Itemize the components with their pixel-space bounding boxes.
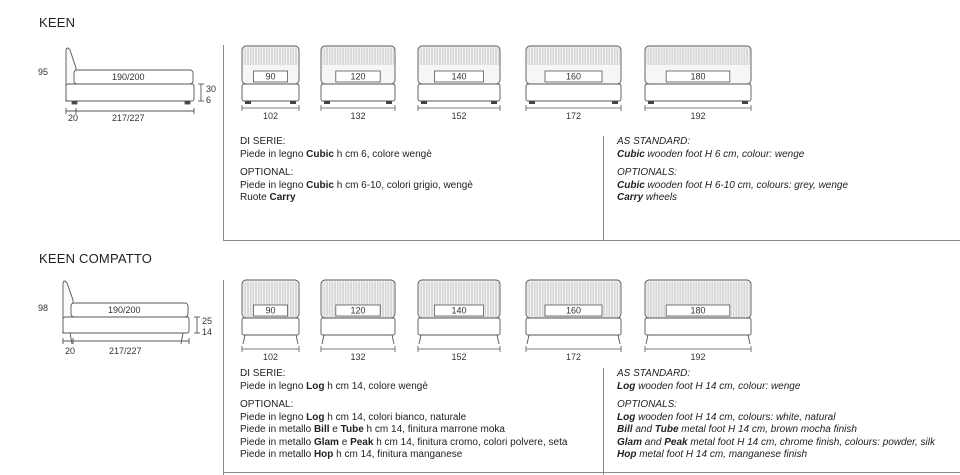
overall-width-label: 132 (350, 111, 366, 121)
it-optional-label: OPTIONAL: (240, 167, 294, 178)
en-optional-label: OPTIONALS: (617, 399, 678, 410)
mattress-width-label: 180 (690, 305, 706, 316)
spec-text: metal foot H 14 cm, manganese finish (636, 449, 808, 460)
spec-text: metal foot H 14 cm, chrome finish, colours: powder, silk (687, 436, 935, 448)
spec-text: wooden foot H 14 cm, colours: white, natural (635, 411, 836, 423)
spec-text: h cm 14, finitura cromo, colori polvere, seta (373, 436, 568, 448)
overall-width-label: 102 (262, 111, 279, 121)
product-name: Cubic (306, 148, 334, 160)
product-name: Glam (617, 436, 643, 448)
spec-text: h cm 6, colore wengè (333, 148, 432, 160)
overall-width-label: 192 (690, 111, 706, 121)
section-title-keen-compatto: KEEN COMPATTO (39, 251, 153, 266)
mattress-width-label: 120 (350, 305, 366, 316)
product-name: Carry (269, 192, 296, 203)
overall-length-label: 217/227 (109, 346, 142, 356)
spec-text: Piede in metallo (240, 424, 314, 435)
product-name: Tube (340, 424, 364, 435)
product-name: Glam (313, 436, 339, 448)
front-view-bed (321, 280, 395, 362)
front-view-bed (645, 280, 751, 362)
spec-text: wooden foot H 6 cm, colour: wenge (644, 148, 805, 160)
mattress-width-label: 90 (265, 71, 276, 82)
spec-text: metal foot H 14 cm, brown mocha finish (678, 424, 857, 435)
overall-width-label: 192 (690, 352, 706, 362)
product-name: Log (617, 411, 636, 423)
spec-text: Piede in legno (240, 179, 307, 191)
product-name: Bill (617, 424, 633, 435)
product-name: Peak (350, 436, 374, 448)
en-standard-label: AS STANDARD: (617, 368, 691, 379)
product-name: Peak (664, 436, 688, 448)
overall-width-label: 132 (350, 352, 366, 362)
spec-text: h cm 6-10, colori grigio, wengè (333, 179, 473, 191)
foot-height-label: 14 (202, 327, 213, 337)
height-label: 95 (38, 67, 49, 77)
spec-text: h cm 14, colore wengè (324, 380, 428, 392)
mattress-width-label: 120 (350, 71, 366, 82)
product-name: Tube (654, 424, 679, 435)
bed-height-label: 30 (206, 84, 217, 94)
product-name: Cubic (306, 179, 334, 191)
product-name: Log (306, 411, 325, 423)
spec-text: Piede in metallo (240, 449, 314, 460)
front-view-bed (242, 280, 299, 362)
overall-length-label: 217/227 (112, 113, 145, 123)
mattress-width-label: 90 (265, 305, 276, 316)
overall-width-label: 102 (262, 352, 279, 362)
foot-height-label: 6 (206, 95, 212, 105)
overall-width-label: 172 (565, 111, 582, 121)
height-label: 98 (38, 303, 49, 313)
it-standard-label: DI SERIE: (240, 136, 286, 147)
it-standard-label: DI SERIE: (240, 368, 286, 379)
mattress-width-label: 180 (690, 71, 706, 82)
spec-text: h cm 14, colori bianco, naturale (324, 411, 467, 423)
spec-text: wooden foot H 6-10 cm, colours: grey, wenge (644, 179, 849, 191)
foot-offset-label: 20 (68, 113, 79, 123)
en-standard-label: AS STANDARD: (617, 136, 691, 147)
it-optional-label: OPTIONAL: (240, 399, 294, 410)
product-name: Cubic (617, 179, 645, 191)
spec-text: and (632, 424, 655, 435)
spec-text: e (338, 436, 351, 448)
product-name: Log (306, 380, 325, 392)
spec-text: h cm 14, finitura marrone moka (363, 424, 505, 435)
section-title-keen: KEEN (39, 15, 76, 30)
spec-text: wooden foot H 14 cm, colour: wenge (635, 380, 801, 392)
overall-width-label: 152 (451, 111, 467, 121)
product-name: Cubic (617, 148, 645, 160)
spec-text: wheels (643, 192, 678, 203)
product-name: Hop (617, 449, 637, 460)
front-view-bed (526, 280, 621, 362)
mattress-length-label: 190/200 (112, 72, 145, 82)
mattress-width-label: 140 (451, 305, 467, 316)
front-view-bed (418, 280, 500, 362)
foot-offset-label: 20 (65, 346, 76, 356)
spec-text: Piede in legno (240, 380, 307, 392)
spec-text: Piede in legno (240, 411, 307, 423)
spec-text: Piede in metallo (240, 436, 314, 448)
product-name: Bill (313, 424, 330, 435)
mattress-width-label: 160 (565, 305, 582, 316)
overall-width-label: 152 (451, 352, 467, 362)
mattress-length-label: 190/200 (108, 305, 141, 315)
spec-text: and (642, 436, 665, 448)
spec-text: Piede in legno (240, 148, 307, 160)
product-name: Hop (313, 449, 334, 460)
bed-height-label: 25 (202, 316, 213, 326)
spec-text: Ruote (240, 192, 270, 203)
spec-text: h cm 14, finitura manganese (333, 449, 463, 460)
spec-text: e (329, 424, 341, 435)
product-name: Log (617, 380, 636, 392)
en-optional-label: OPTIONALS: (617, 167, 678, 178)
mattress-width-label: 140 (451, 71, 467, 82)
overall-width-label: 172 (565, 352, 582, 362)
product-name: Carry (617, 192, 644, 203)
mattress-width-label: 160 (565, 71, 582, 82)
